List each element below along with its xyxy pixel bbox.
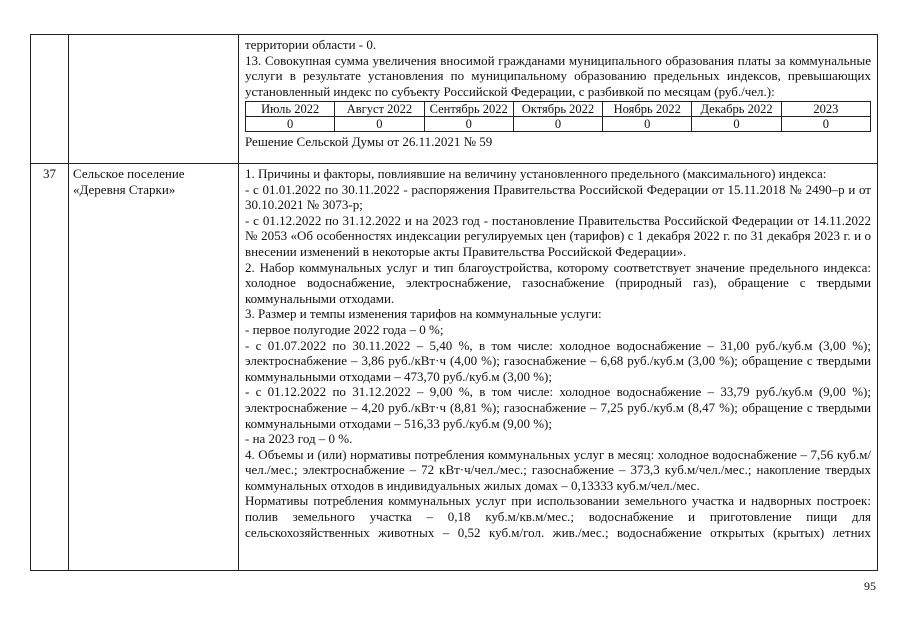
index-header: Октябрь 2022 (513, 102, 602, 117)
index-header: Июль 2022 (246, 102, 335, 117)
index-value: 0 (335, 117, 424, 132)
row-name-cell (69, 164, 239, 571)
index-header-row (246, 102, 871, 117)
index-value: 0 (692, 117, 781, 132)
monthly-index-table (245, 101, 871, 132)
row-name-cell (69, 35, 239, 164)
index-value: 0 (246, 117, 335, 132)
municipality-type: Сельское поселение (73, 166, 185, 181)
row-number-cell: 37 (31, 164, 69, 571)
decision-reference: Решение Сельской Думы от 26.11.2021 № 59 (245, 134, 493, 150)
content-paragraph: - с 01.12.2022 по 31.12.2022 и на 2023 год - постановление Правительства Российской Федерации от 14.11.2022 № 2053 «Об особенностях индексации регулируемых цен (тарифов) с 1 декабря 2022 г. по 31 декабря 2023 г. и о внесении изменений в некоторые акты Правительства Российской Федерации». (245, 212, 871, 259)
document-table (30, 34, 878, 571)
content-paragraph: - с 01.01.2022 по 30.11.2022 - распоряжения Правительства Российской Федерации от 15.11.2018 № 2490–р и от 30.10.2021 № 3073-р; (245, 181, 871, 213)
row-number-cell (31, 35, 69, 164)
row-content-cell (239, 35, 878, 164)
index-header: Сентябрь 2022 (424, 102, 513, 117)
index-value: 0 (603, 117, 692, 132)
content-paragraph: 2. Набор коммунальных услуг и тип благоустройства, которому соответствует значение предельного индекса: холодное водоснабжение, электроснабжение, газоснабжение (природный газ), обращение с твердыми коммунальными отходами. (245, 259, 871, 306)
content-paragraph: - на 2023 год – 0 %. (245, 431, 353, 447)
index-header: 2023 (781, 102, 870, 117)
index-header: Декабрь 2022 (692, 102, 781, 117)
content-paragraph: - с 01.12.2022 по 31.12.2022 – 9,00 %, в том числе: холодное водоснабжение – 33,79 руб./куб.м (9,00 %); электроснабжение – 4,20 руб./кВт·ч (8,81 %); газоснабжение – 7,25 руб./куб.м (8,47 %); обращение с твердыми коммунальными отходами – 516,33 руб./куб.м (9,00 %); (245, 384, 871, 431)
content-body (245, 166, 871, 566)
index-value: 0 (424, 117, 513, 132)
content-line: территории области - 0. (245, 37, 377, 52)
table-row (31, 164, 878, 571)
content-paragraph: Нормативы потребления коммунальных услуг при использовании земельного участка и надворных построек: полив земельного участка – 0,18 куб.м/кв.м/мес.; водоснабжение и приготовление пищи для сельскохозяйственных животных – 0,52 куб.м/гол. жив./мес.; водоснабжение открытых (крытых) летних (245, 493, 871, 540)
row-content-cell (239, 164, 878, 571)
content-paragraph: 3. Размер и темпы изменения тарифов на коммунальные услуги: (245, 306, 602, 322)
content-paragraph: - с 01.07.2022 по 30.11.2022 – 5,40 %, в том числе: холодное водоснабжение – 31,00 руб./куб.м (3,00 %); электроснабжение – 3,86 руб./кВт·ч (4,00 %); газоснабжение – 6,68 руб./куб.м (3,00 %); обращение с твердыми коммунальными отходами – 473,70 руб./куб.м (3,00 %); (245, 337, 871, 384)
index-header: Август 2022 (335, 102, 424, 117)
municipality-name: «Деревня Старки» (73, 182, 176, 197)
content-paragraph: - первое полугодие 2022 года – 0 %; (245, 321, 444, 337)
index-value: 0 (513, 117, 602, 132)
index-value-row (246, 117, 871, 132)
content-paragraph: 13. Совокупная сумма увеличения вносимой гражданами муниципального образования платы за коммунальные услуги в результате установления по муниципальному образованию предельных индексов, превышающих установленный индекс по субъекту Российской Федерации, с разбивкой по месяцам (руб./чел.): (245, 52, 871, 99)
index-value: 0 (781, 117, 870, 132)
content-paragraph: 4. Объемы и (или) нормативы потребления коммунальных услуг в месяц: холодное водоснабжение – 7,56 куб.м/чел./мес.; электроснабжение – 72 кВт·ч/чел./мес.; газоснабжение – 373,3 куб.м/чел./мес.; накопление твердых коммунальных отходов в индивидуальных жилых домах – 0,13333 куб.м/чел./мес. (245, 446, 871, 493)
table-row (31, 35, 878, 164)
index-header: Ноябрь 2022 (603, 102, 692, 117)
content-paragraph: 1. Причины и факторы, повлиявшие на величину установленного предельного (максимального) индекса: (245, 166, 827, 181)
page-number: 95 (864, 579, 876, 593)
